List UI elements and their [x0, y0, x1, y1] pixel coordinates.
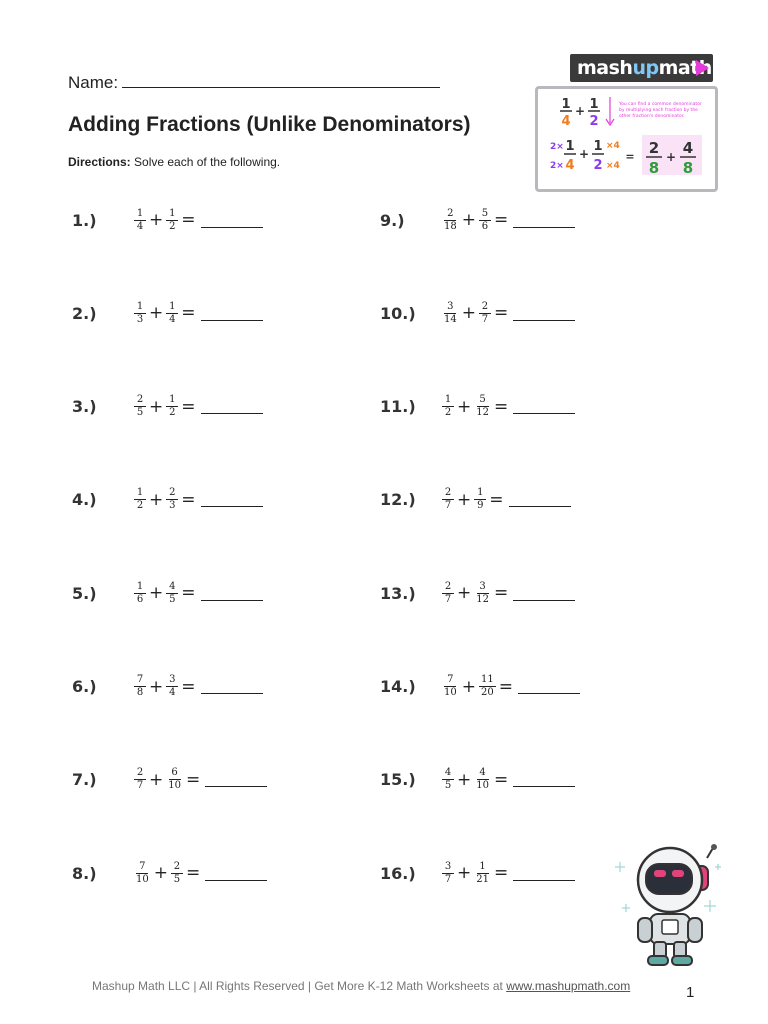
equals-sign: = [493, 769, 509, 790]
svg-text:1: 1 [561, 97, 571, 112]
problem-7 [72, 760, 267, 800]
problem-number: 4.) [72, 490, 97, 510]
example-illustration [538, 89, 715, 189]
fraction-a-numerator: 1 [134, 208, 146, 221]
problem-number: 7.) [72, 770, 97, 790]
problem-12 [380, 480, 571, 520]
fraction-b-numerator: 1 [166, 301, 178, 314]
fraction-a-numerator: 1 [442, 394, 454, 407]
fraction-b-numerator: 2 [171, 861, 183, 874]
problem-5 [72, 573, 263, 613]
equals-sign: = [181, 489, 196, 510]
equals-sign: = [181, 210, 196, 230]
problem-number: 9.) [380, 210, 405, 230]
answer-blank[interactable] [513, 586, 575, 601]
equals-sign: = [493, 583, 509, 604]
svg-text:4: 4 [561, 114, 571, 129]
fraction-a [442, 301, 459, 326]
fraction-b [166, 767, 183, 792]
svg-text:8: 8 [648, 159, 660, 177]
fraction-a-denominator: 10 [444, 687, 457, 698]
fraction-a [134, 208, 146, 233]
fraction-a [134, 301, 146, 326]
fraction-a-denominator: 4 [136, 220, 144, 232]
fraction-b-denominator: 2 [169, 407, 176, 419]
problem-number: 5.) [72, 583, 97, 603]
fraction-b-denominator: 12 [476, 593, 489, 605]
fraction-b [166, 487, 178, 512]
fraction-a-denominator: 2 [444, 407, 452, 419]
fraction-a-numerator: 4 [442, 767, 454, 780]
fraction-a-denominator: 10 [136, 873, 149, 885]
equals-sign: = [181, 583, 196, 604]
logo-play-icon [696, 60, 709, 76]
fraction-b-denominator: 21 [476, 873, 489, 885]
equals-sign: = [493, 396, 509, 417]
fraction-b [166, 301, 178, 326]
fraction-b [474, 394, 491, 419]
answer-blank[interactable] [513, 772, 575, 787]
fraction-b [479, 301, 491, 326]
svg-text:1: 1 [589, 97, 599, 112]
problem-number: 2.) [72, 303, 97, 323]
problem-9 [380, 200, 575, 240]
svg-text:+: + [665, 150, 677, 164]
plus-sign: + [457, 863, 472, 884]
fraction-b-numerator: 11 [480, 674, 494, 685]
fraction-a [442, 487, 454, 512]
problem-10 [380, 293, 575, 333]
answer-blank[interactable] [509, 492, 571, 507]
answer-blank[interactable] [201, 586, 263, 601]
plus-sign: + [457, 769, 472, 790]
equals-sign: = [181, 396, 196, 417]
fraction-a-numerator: 1 [134, 581, 146, 594]
fraction-a-denominator: 3 [136, 313, 144, 325]
plus-sign: + [457, 583, 472, 604]
directions [68, 155, 280, 169]
svg-text:=: = [625, 150, 635, 163]
fraction-b [474, 767, 491, 792]
problem-number: 14.) [380, 677, 416, 696]
equals-sign: = [489, 489, 504, 510]
fraction-b [479, 674, 496, 699]
plus-sign: + [149, 769, 164, 790]
svg-text:8: 8 [682, 159, 694, 177]
fraction-a-numerator: 2 [442, 581, 454, 594]
equals-sign: = [181, 303, 196, 324]
page-number: 1 [686, 984, 695, 1001]
problem-6 [72, 667, 263, 707]
fraction-a-denominator: 2 [136, 500, 144, 512]
fraction-a [442, 581, 454, 606]
fraction-a-numerator: 2 [444, 208, 456, 221]
problem-number: 16.) [380, 863, 416, 883]
svg-text:+: + [574, 104, 586, 118]
plus-sign: + [461, 303, 476, 324]
plus-sign: + [461, 676, 476, 697]
fraction-a-numerator: 1 [134, 487, 146, 500]
mashupmath-logo [570, 54, 713, 82]
fraction-b [166, 394, 178, 419]
fraction-a-numerator: 1 [134, 301, 146, 314]
problem-number: 3.) [72, 397, 97, 417]
footer-text: Mashup Math LLC | All Rights Reserved | Get More K-12 Math Worksheets at [92, 979, 507, 993]
fraction-b [474, 581, 491, 606]
equals-sign: = [498, 676, 513, 697]
fraction-b-numerator: 1 [166, 208, 178, 221]
problem-number: 8.) [72, 863, 97, 883]
fraction-a-denominator: 6 [136, 593, 144, 605]
fraction-a [134, 394, 146, 419]
answer-blank[interactable] [513, 399, 575, 414]
problem-16 [380, 853, 575, 893]
svg-text:×4: ×4 [606, 161, 620, 171]
fraction-b-denominator: 5 [169, 593, 176, 605]
fraction-a [134, 581, 146, 606]
name-field[interactable] [68, 71, 440, 93]
fraction-b-numerator: 1 [166, 394, 178, 407]
problem-4 [72, 480, 263, 520]
plus-sign: + [149, 489, 164, 510]
answer-blank[interactable] [205, 772, 267, 787]
fraction-b-denominator: 2 [169, 220, 176, 232]
directions-label: Directions: [68, 155, 131, 169]
problem-8 [72, 853, 267, 893]
problem-15 [380, 760, 575, 800]
svg-text:2: 2 [593, 158, 603, 173]
example-box [535, 86, 718, 192]
plus-sign: + [457, 489, 472, 510]
fraction-a-numerator: 2 [134, 394, 146, 407]
fraction-b-denominator: 4 [169, 313, 176, 325]
fraction-b [479, 208, 491, 233]
name-blank-line[interactable] [122, 71, 440, 88]
fraction-a-denominator: 5 [136, 407, 144, 419]
footer [92, 979, 630, 993]
answer-blank[interactable] [205, 866, 267, 881]
fraction-b-numerator: 6 [169, 767, 181, 780]
plus-sign: + [457, 396, 472, 417]
answer-blank[interactable] [513, 866, 575, 881]
worksheet-title: Adding Fractions (Unlike Denominators) [68, 113, 471, 136]
svg-text:2: 2 [589, 114, 599, 129]
fraction-a [442, 767, 454, 792]
plus-sign: + [149, 583, 164, 604]
equals-sign: = [493, 863, 509, 884]
equals-sign: = [181, 676, 196, 697]
fraction-a-denominator: 7 [444, 873, 452, 885]
fraction-b-numerator: 3 [477, 581, 489, 594]
fraction-a-denominator: 7 [444, 593, 452, 605]
problem-number: 12.) [380, 490, 416, 510]
fraction-b-denominator: 10 [168, 780, 181, 792]
plus-sign: + [461, 210, 476, 230]
fraction-b-numerator: 3 [166, 674, 178, 687]
fraction-b-denominator: 12 [476, 407, 489, 419]
fraction-a [442, 208, 459, 233]
answer-blank[interactable] [518, 679, 580, 694]
fraction-b-numerator: 5 [479, 208, 491, 221]
equals-sign: = [493, 303, 509, 324]
fraction-a-denominator: 7 [444, 500, 452, 512]
fraction-a-numerator: 7 [444, 674, 456, 687]
fraction-b-numerator: 2 [166, 487, 178, 500]
fraction-a [442, 674, 459, 699]
plus-sign: + [153, 863, 168, 884]
fraction-a [134, 674, 146, 699]
name-label: Name: [68, 73, 119, 92]
fraction-a [442, 861, 454, 886]
fraction-b-denominator: 6 [481, 220, 489, 232]
answer-blank[interactable] [513, 213, 575, 228]
fraction-a-numerator: 2 [442, 487, 454, 500]
problem-3 [72, 387, 263, 427]
answer-blank[interactable] [201, 399, 263, 414]
equals-sign: = [185, 769, 201, 790]
fraction-b [166, 674, 178, 699]
fraction-b-denominator: 20 [480, 687, 494, 698]
answer-blank[interactable] [513, 306, 575, 321]
problem-11 [380, 387, 575, 427]
fraction-a-numerator: 3 [444, 301, 456, 314]
plus-sign: + [149, 396, 164, 417]
problem-number: 15.) [380, 770, 416, 790]
fraction-a-denominator: 14 [444, 313, 457, 325]
svg-text:4: 4 [682, 139, 694, 157]
fraction-b [166, 208, 178, 233]
fraction-b-numerator: 2 [479, 301, 491, 314]
answer-blank[interactable] [201, 306, 263, 321]
fraction-b-denominator: 5 [173, 873, 181, 885]
directions-text: Solve each of the following. [134, 155, 281, 169]
problem-1 [72, 200, 263, 240]
fraction-a-numerator: 7 [134, 674, 146, 687]
fraction-b [166, 581, 178, 606]
fraction-a-numerator: 7 [136, 861, 148, 874]
svg-text:2×: 2× [550, 142, 564, 152]
problem-number: 6.) [72, 677, 97, 696]
answer-blank[interactable] [201, 679, 263, 694]
fraction-b-numerator: 4 [166, 581, 178, 594]
svg-text:1: 1 [593, 139, 603, 154]
problem-2 [72, 293, 263, 333]
svg-text:2: 2 [648, 139, 660, 157]
svg-text:×4: ×4 [606, 141, 620, 151]
svg-text:1: 1 [565, 139, 575, 154]
problem-number: 1.) [72, 210, 97, 230]
fraction-a-denominator: 8 [136, 687, 144, 698]
fraction-b-denominator: 9 [477, 500, 484, 512]
fraction-b-numerator: 5 [477, 394, 489, 407]
answer-blank[interactable] [201, 492, 263, 507]
problem-14 [380, 667, 580, 707]
problem-number: 13.) [380, 583, 416, 603]
svg-text:+: + [578, 147, 590, 161]
fraction-a-numerator: 2 [134, 767, 146, 780]
svg-text:4: 4 [565, 158, 575, 173]
fraction-b-numerator: 1 [474, 487, 486, 500]
footer-website-link[interactable]: www.mashupmath.com [506, 979, 631, 993]
plus-sign: + [149, 303, 164, 324]
fraction-a [134, 861, 151, 886]
fraction-b-numerator: 1 [477, 861, 489, 874]
fraction-b [474, 861, 491, 886]
fraction-a-denominator: 5 [444, 780, 452, 792]
fraction-a [442, 394, 454, 419]
fraction-b-denominator: 10 [476, 780, 489, 792]
svg-text:2×: 2× [550, 161, 564, 171]
fraction-b-denominator: 3 [169, 500, 176, 512]
example-note: You can find a common denominator by multiplying each fraction by the other fraction's denominator. [619, 102, 702, 119]
fraction-b [171, 861, 183, 886]
plus-sign: + [149, 676, 164, 697]
fraction-a [134, 487, 146, 512]
robot-mascot-icon [610, 840, 730, 970]
problem-13 [380, 573, 575, 613]
fraction-a [134, 767, 146, 792]
plus-sign: + [149, 210, 164, 230]
equals-sign: = [185, 863, 201, 884]
fraction-b-denominator: 4 [169, 687, 176, 698]
logo-text: mashupmath [577, 57, 712, 79]
answer-blank[interactable] [201, 213, 263, 228]
fraction-a-numerator: 3 [442, 861, 454, 874]
fraction-b [474, 487, 486, 512]
fraction-b-denominator: 7 [481, 313, 489, 325]
problem-number: 10.) [380, 303, 416, 323]
fraction-a-denominator: 7 [136, 780, 144, 792]
problem-number: 11.) [380, 397, 416, 417]
fraction-a-denominator: 18 [444, 220, 457, 232]
fraction-b-numerator: 4 [477, 767, 489, 780]
equals-sign: = [493, 210, 509, 230]
